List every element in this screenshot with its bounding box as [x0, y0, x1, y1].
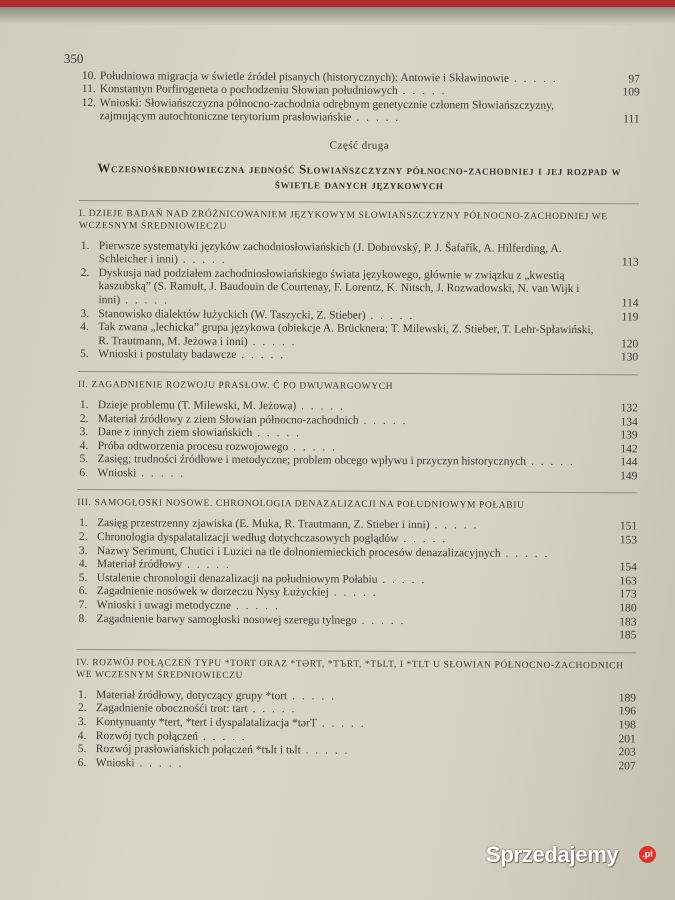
entry-number: 8.: [78, 612, 88, 625]
entry-page-number: 198: [618, 719, 636, 732]
entry-number: 6.: [78, 585, 88, 598]
leader-dots: . . . . .: [526, 456, 575, 469]
entry-number: 4.: [80, 321, 89, 334]
leader-dots: . . . . .: [252, 427, 302, 440]
table-of-contents: [63, 50, 640, 774]
entry-title: Południowa migracja w świetle źródeł pisanych (historycznych): Antowie i Skławinowie: [99, 69, 510, 85]
section-heading: II. ZAGADNIENIE ROZWOJU PRASŁOW. Ĉ PO DWUWARGOWYCH: [77, 379, 394, 392]
entry-title: Materiał źródłowy: [96, 558, 183, 571]
entry-page-number: 97: [628, 72, 640, 86]
leader-dots: . . . . .: [358, 414, 408, 427]
entry-title: Ustalenie chronologii denazalizacji na południowym Połabiu: [96, 571, 378, 586]
leader-dots: . . . . .: [328, 586, 378, 600]
leader-dots: . . . . .: [288, 440, 338, 454]
entry-number: 3.: [79, 426, 89, 439]
section-divider: [79, 200, 639, 204]
entry-number: 11.: [81, 83, 96, 96]
entry-title: Rozwój prasłowiańskich połączeń *tъlt i tьlt: [95, 743, 301, 757]
entry-title: Zagadnienie barwy samogłoski nosowej szeregu tylnego: [96, 612, 357, 627]
leader-dots: . . . . .: [247, 703, 297, 716]
toc-entry: [80, 97, 640, 128]
part-title: Wczesnośredniowieczna jedność Słowiańszczyzny północno-zachodniej i jej rozpad w świetle danych językowych: [97, 159, 622, 192]
leader-dots: . . . . .: [351, 112, 401, 125]
leader-dots: . . . . .: [508, 72, 558, 85]
entry-number: 1.: [80, 239, 90, 252]
section-heading: I. DZIEJE BADAŃ NAD ZRÓŻNICOWANIEM JĘZYKOWYM SŁOWIAŃSZCZYZNY PÓŁNOCNO-ZACHODNIEJ WE WCZESNYM ŚREDNIOWIECZU: [78, 208, 608, 232]
entry-title: Zasięg; trudności źródłowe i metodyczne; problem obcego wpływu i przyczyn historycznych: [97, 453, 527, 469]
entry-page-number: 153: [619, 534, 638, 547]
entry-number: 7.: [78, 599, 88, 612]
entry-title: Dane z innych ziem słowiańskich: [97, 426, 253, 440]
leader-dots: . . . . .: [397, 85, 447, 98]
entry-page-number: 134: [620, 415, 638, 428]
entry-page-number: 149: [620, 470, 638, 483]
entry-page-number: 120: [620, 338, 639, 351]
entry-title: Wnioski: [95, 756, 135, 770]
entry-page-number: 201: [618, 732, 636, 746]
entry-number: 1.: [79, 517, 88, 530]
entry-number: 2.: [79, 412, 89, 425]
leader-dots: . . . . .: [177, 253, 227, 267]
leader-dots: . . . . .: [136, 467, 186, 480]
toc-entry: [76, 757, 636, 774]
section-divider: [77, 489, 637, 493]
entry-page-number: 132: [620, 402, 638, 415]
entry-title: Wnioski: Słowiańszczyzna północno-zachodnia odrębnym genetycznie członem Słowiańszczyzny, zajmującym autochtoniczne terytorium prasłowiańskie: [99, 96, 555, 125]
toc-entry: [78, 321, 638, 352]
entry-number: 2.: [79, 531, 88, 544]
leader-dots: . . . . .: [300, 744, 350, 757]
entry-title: Dzieje problemu (T. Milewski, M. Jeżowa): [97, 399, 297, 413]
entry-page-number: 113: [621, 256, 639, 269]
page-number: 350: [63, 50, 84, 67]
entry-number: 3.: [78, 544, 88, 557]
leader-dots: . . . . .: [247, 335, 297, 349]
entry-page-number: 111: [623, 113, 640, 126]
entry-title: Próba odtworzenia procesu rozwojowego: [97, 439, 289, 453]
entry-page-number: 207: [618, 760, 636, 773]
entry-number: 5.: [80, 348, 89, 361]
part-label: Część druga: [329, 139, 390, 152]
entry-title: Wnioski i uwagi metodyczne: [96, 599, 232, 612]
toc-entry: [78, 348, 638, 365]
toc-entry: [77, 467, 637, 484]
entry-number: 4.: [77, 729, 87, 742]
entry-page-number: 130: [620, 351, 639, 364]
entry-number: 2.: [80, 266, 90, 279]
entry-number: 12.: [81, 96, 97, 109]
entry-page-number: 173: [619, 588, 637, 601]
entry-number: 4.: [78, 558, 88, 571]
page-edge-shadow: [0, 7, 675, 25]
entry-page-number: 196: [618, 705, 637, 718]
entry-number: 6.: [77, 756, 87, 769]
entry-page-number: 154: [619, 561, 637, 574]
leader-dots: . . . . .: [287, 690, 337, 703]
entry-page-number: 142: [620, 442, 638, 456]
entry-page-number: 109: [622, 86, 640, 99]
leader-dots: . . . . .: [182, 558, 231, 572]
leader-dots: . . . . .: [134, 757, 184, 770]
entry-page-number: 203: [618, 746, 636, 759]
entry-number: 4.: [79, 439, 89, 452]
background-strip: [0, 0, 675, 7]
entry-title: Tak zwana „lechicka” grupa językowa (obiekcje A. Brücknera; T. Milewski, Z. Stieber, T. Lehr-Spławiński, R. Trautmann, M. Jeżowa i inni): [98, 321, 594, 348]
entry-title: Konstantyn Porfirogeneta o pochodzeniu Słowian południowych: [99, 83, 398, 98]
entry-page-number: 139: [620, 429, 638, 442]
entry-page-number: 163: [619, 575, 637, 588]
toc-entry: [78, 267, 638, 311]
entry-page-number: 119: [621, 310, 639, 323]
entry-title: Chronologia dyspalatalizacji według dotychczasowych poglądów: [96, 531, 399, 546]
leader-dots: . . . . .: [398, 533, 448, 546]
leader-dots: . . . . .: [120, 294, 170, 307]
section-heading: IV. ROZWÓJ POŁĄCZEŃ TYPU *TORT ORAZ *TƏRT, *TЪRT, *TЬLT, I *TLT U SŁOWIAN PÓŁNOCNO-ZACHODNICH WE WCZESNYM ŚREDNIOWIECZU: [76, 657, 624, 681]
entry-title: Wnioski: [97, 466, 137, 480]
leader-dots: . . . . .: [236, 349, 286, 362]
leader-dots: . . . . .: [197, 730, 247, 743]
entry-title: Zagadnienie obocznośći trot: tart: [95, 702, 248, 716]
entry-number: 5.: [78, 571, 88, 584]
entry-title: Materiał źródłowy, dotyczący grupy *tort: [96, 688, 288, 703]
leader-dots: . . . . .: [296, 400, 346, 413]
entry-page-number: 180: [619, 602, 637, 615]
entry-page-number: 151: [619, 520, 638, 533]
leader-dots: . . . . .: [377, 573, 427, 586]
entry-title: Zasięg przestrzenny zjawiska (E. Muka, R. Trautmann, Z. Stieber i inni): [97, 517, 430, 532]
entry-number: 6.: [79, 466, 89, 479]
entry-title: Materiał źródłowy z ziem Słowian północno-zachodnich: [97, 412, 359, 427]
entry-title: Zagadnienie nosówek w dorzeczu Nysy Łużyckiej: [96, 585, 329, 599]
watermark-logo: Sprzedajemy: [486, 842, 619, 867]
entry-number: 10.: [81, 69, 97, 82]
toc-sections: [76, 200, 639, 774]
entry-title: Wnioski i postulaty badawcze: [98, 348, 237, 362]
leader-dots: . . . . .: [500, 547, 550, 560]
toc-entry: [76, 626, 636, 643]
leader-dots: . . . . .: [429, 519, 479, 532]
leader-dots: . . . . .: [231, 599, 280, 613]
entry-number: 5.: [77, 743, 87, 756]
entry-number: 1.: [78, 688, 87, 701]
entry-number: 3.: [77, 715, 87, 729]
section-divider: [76, 649, 636, 653]
leader-dots: . . . . .: [365, 309, 415, 322]
entry-page-number: 144: [620, 456, 638, 469]
entry-title: Pierwsze systematyki języków zachodniosłowiańskich (J. Dobrovský, P. J. Šafařík, A. Hilferding, A. Schleicher i inni): [98, 239, 562, 266]
entry-title: Kontynuanty *tert, *tert i dyspalatalizacja *tərT: [95, 716, 317, 730]
toc-part-one-tail: [80, 70, 640, 128]
entry-number: 5.: [79, 453, 89, 466]
entry-page-number: 185: [619, 629, 637, 642]
entry-title: Nazwy Serimunt, Chutici i Luzici na tle dolnoniemieckich procesów denazalizacyjnych: [96, 544, 501, 560]
section-heading: III. SAMOGŁOSKI NOSOWE. CHRONOLOGIA DENAZALIZACJI NA POŁUDNIOWYM POŁABIU: [77, 498, 525, 512]
entry-title: Stanowisko dialektów łużyckich (W. Taszycki, Z. Stieber): [98, 307, 366, 322]
entry-title: Dyskusja nad podziałem zachodniosłowiańskiego świata językowego, głównie w związku z „kwestią kaszubską” (S. Ramułt, J. Baudouin de Courtenay, F. Lorentz, K. Nitsch, J. Rozwadowski, N. van Wijk i inni): [98, 266, 580, 307]
entry-number: 1.: [79, 398, 89, 411]
entry-number: 3.: [80, 307, 90, 320]
entry-page-number: 183: [619, 615, 637, 629]
entry-page-number: 114: [621, 297, 639, 310]
toc-entry: [79, 240, 639, 271]
leader-dots: . . . . .: [356, 614, 406, 627]
entry-title: Rozwój tych połączeń: [95, 729, 199, 743]
watermark-badge: .pl: [639, 846, 656, 863]
entry-page-number: 189: [618, 692, 637, 705]
section-divider: [78, 371, 638, 375]
entry-number: 2.: [77, 702, 87, 715]
leader-dots: . . . . .: [316, 717, 366, 730]
